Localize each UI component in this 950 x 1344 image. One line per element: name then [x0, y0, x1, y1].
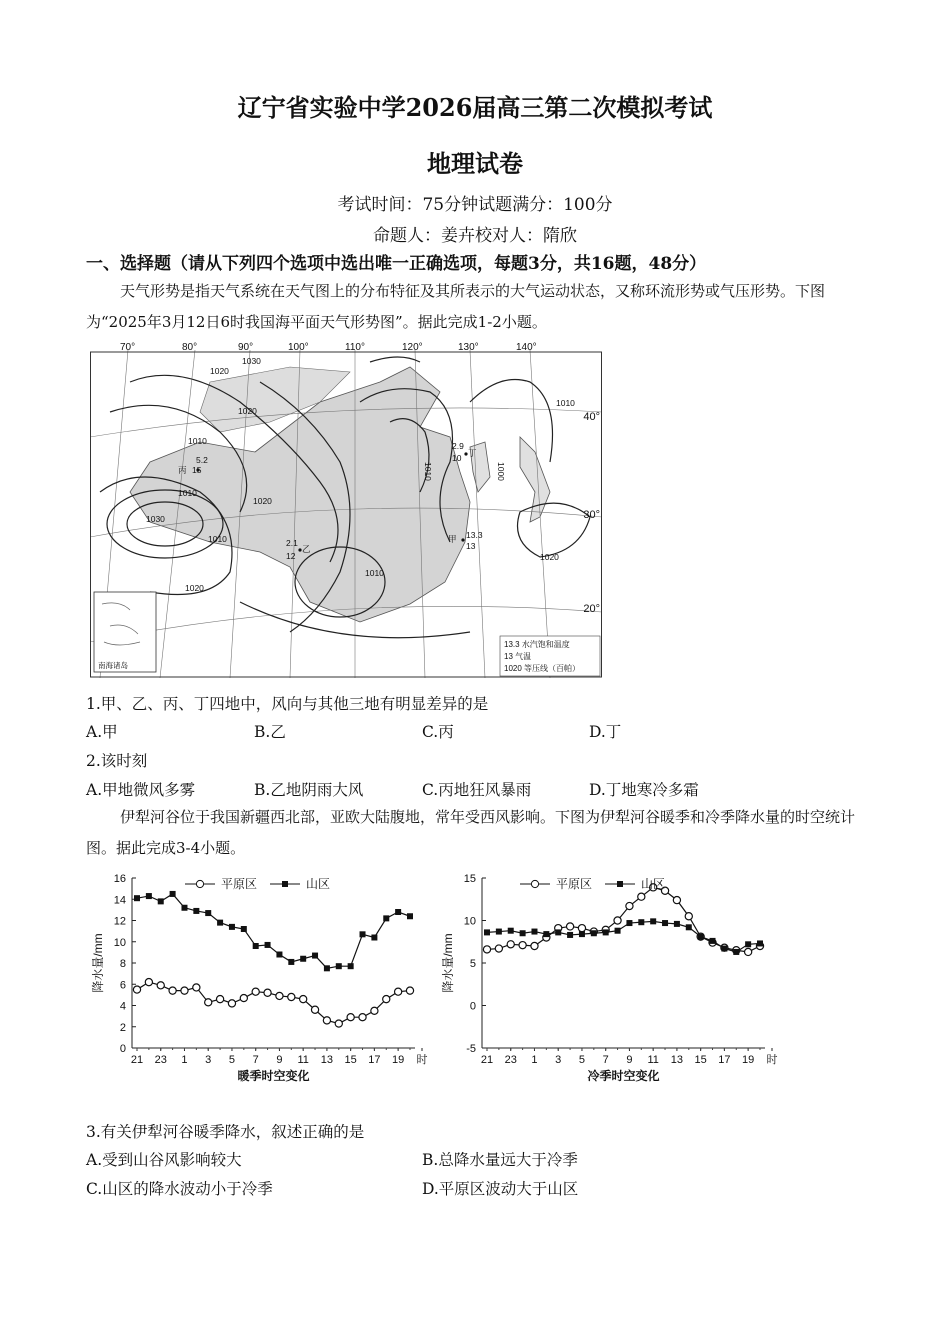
x-tick-label: 15 — [344, 1054, 357, 1066]
isobar-label: 1030 — [146, 514, 165, 524]
data-point-mountain — [603, 929, 609, 935]
warm-season-chart — [90, 866, 430, 1086]
question-3: 3.有关伊犁河谷暖季降水，叙述正确的是 — [86, 1123, 365, 1141]
x-axis-label: 冷季时空变化 — [587, 1069, 660, 1083]
legend-label-plain: 平原区 — [556, 877, 593, 891]
x-tick-label: 13 — [670, 1054, 684, 1066]
data-point-plain — [406, 987, 413, 994]
data-point-mountain — [591, 930, 597, 936]
data-point-mountain — [567, 932, 573, 938]
intro-paragraph-1: 天气形势是指天气系统在天气图上的分布特征及其所表示的大气运动状态，又称环流形势或气压形势。下图为“2025年3月12日6时我国海平面天气形势图”。据此完成1-2小题。 — [86, 282, 826, 331]
data-point-mountain — [674, 921, 680, 927]
data-point-plain — [359, 1014, 366, 1021]
x-tick-label: 5 — [578, 1054, 586, 1066]
isobar-label: 1010 — [365, 568, 384, 578]
weather-map — [90, 342, 602, 678]
data-point-plain — [311, 1006, 318, 1013]
south-sea-inset — [94, 592, 156, 672]
y-tick-label: 10 — [113, 936, 126, 949]
data-point-plain — [578, 925, 585, 932]
legend-item: 13 气温 — [504, 652, 532, 661]
data-point-mountain — [698, 934, 704, 940]
data-point-mountain — [146, 893, 152, 899]
x-tick-label: 9 — [276, 1054, 283, 1066]
lat-label: 40° — [583, 411, 600, 423]
data-point-plain — [323, 1017, 330, 1024]
data-point-mountain — [217, 920, 223, 926]
q2-option-d[interactable]: D.丁地寒冷多霜 — [589, 781, 699, 799]
data-point-mountain — [721, 946, 727, 952]
y-tick-label: 10 — [463, 915, 476, 928]
data-point-mountain — [615, 928, 621, 934]
x-tick-label: 5 — [228, 1054, 236, 1066]
x-tick-label: 7 — [252, 1054, 259, 1066]
data-point-mountain — [650, 918, 656, 924]
legend-marker-plain — [196, 880, 203, 887]
series-line-mountain — [137, 894, 410, 968]
isobar-label: 1020 — [210, 366, 229, 376]
x-tick-label: 21 — [480, 1054, 494, 1066]
y-tick-label: 0 — [119, 1043, 126, 1055]
question-1: 1.甲、乙、丙、丁四地中，风向与其他三地有明显差异的是 — [86, 695, 489, 713]
y-tick-label: 6 — [119, 979, 126, 992]
data-point-mountain — [181, 905, 187, 911]
exam-title: 辽宁省实验中学2026届高三第二次模拟考试 — [237, 93, 713, 122]
y-axis-label: 降水量/mm — [91, 933, 105, 993]
data-point-plain — [383, 996, 390, 1003]
isobar-label: 1010 — [208, 534, 227, 544]
data-point-mountain — [579, 931, 585, 937]
lon-label: 110° — [345, 342, 365, 353]
data-point-plain — [288, 993, 295, 1000]
lon-label: 80° — [182, 342, 198, 353]
data-point-mountain — [662, 920, 668, 926]
data-point-plain — [169, 987, 176, 994]
y-tick-label: -5 — [466, 1043, 476, 1055]
data-point-plain — [531, 942, 538, 949]
data-point-mountain — [757, 940, 763, 946]
x-tick-label: 17 — [368, 1054, 381, 1066]
legend-item: 1020 等压线（百帕） — [504, 664, 581, 673]
q3-option-c[interactable]: C.山区的降水波动小于冷季 — [86, 1180, 273, 1198]
lat-label: 20° — [583, 603, 600, 615]
data-point-plain — [145, 979, 152, 986]
q1-option-a[interactable]: A.甲 — [86, 723, 118, 741]
station-temp: 13 — [466, 541, 476, 551]
data-point-plain — [483, 946, 490, 953]
x-tick-label: 19 — [392, 1054, 405, 1066]
data-point-mountain — [745, 941, 751, 947]
x-tick-label: 15 — [694, 1054, 707, 1066]
q1-option-c[interactable]: C.丙 — [422, 723, 454, 741]
legend-marker-plain — [531, 880, 538, 887]
data-point-mountain — [383, 915, 389, 921]
data-point-plain — [507, 941, 514, 948]
map-legend — [500, 636, 600, 676]
q1-option-b[interactable]: B.乙 — [254, 723, 286, 741]
data-point-plain — [566, 923, 573, 930]
y-tick-label: 5 — [469, 958, 476, 970]
lon-label: 130° — [458, 342, 479, 353]
data-point-mountain — [531, 929, 537, 935]
lat-label: 30° — [583, 509, 600, 521]
station-temp: 12 — [286, 551, 296, 561]
data-point-mountain — [288, 959, 294, 965]
x-tick-label: 19 — [742, 1054, 755, 1066]
data-point-plain — [276, 992, 283, 999]
data-point-mountain — [626, 920, 632, 926]
data-point-mountain — [371, 935, 377, 941]
station-temp: 10 — [452, 453, 462, 463]
data-point-mountain — [265, 942, 271, 948]
y-axis-label: 降水量/mm — [441, 933, 455, 993]
cold-season-chart — [440, 866, 780, 1086]
exam-authors: 命题人：姜卉校对人：隋欣 — [373, 226, 577, 246]
station-dew: 13.3 — [466, 530, 483, 540]
data-point-plain — [638, 893, 645, 900]
data-point-plain — [193, 984, 200, 991]
intro-paragraph-2: 伊犁河谷位于我国新疆西北部，亚欧大陆腹地，常年受西风影响。下图为伊犁河谷暖季和冷季降水量的时空统计图。据此完成3-4小题。 — [86, 808, 856, 857]
q2-option-b[interactable]: B.乙地阴雨大风 — [254, 781, 364, 799]
x-tick-label: 3 — [205, 1054, 212, 1066]
data-point-plain — [673, 897, 680, 904]
data-point-mountain — [312, 953, 318, 959]
isobar-label: 1020 — [238, 406, 257, 416]
x-tick-label: 23 — [504, 1054, 517, 1066]
data-point-plain — [205, 999, 212, 1006]
q2-option-c[interactable]: C.丙地狂风暴雨 — [422, 781, 532, 799]
data-point-plain — [252, 988, 259, 995]
legend-label-mountain: 山区 — [641, 877, 666, 891]
data-point-plain — [133, 986, 140, 993]
legend-item: 13.3 水汽饱和温度 — [504, 640, 570, 649]
x-tick-label: 9 — [626, 1054, 633, 1066]
x-tick-label: 21 — [130, 1054, 144, 1066]
x-tick-label: 3 — [555, 1054, 562, 1066]
lon-label: 90° — [238, 342, 254, 353]
y-tick-label: 14 — [113, 894, 126, 907]
series-line-plain — [487, 887, 760, 952]
data-point-mountain — [134, 895, 140, 901]
y-tick-label: 12 — [113, 915, 126, 928]
series-line-mountain — [487, 921, 760, 952]
station-name: 甲 — [448, 534, 457, 544]
data-point-mountain — [496, 929, 502, 935]
lon-label: 140° — [516, 342, 537, 353]
data-point-plain — [157, 982, 164, 989]
data-point-mountain — [241, 926, 247, 932]
x-tick-label: 7 — [602, 1054, 609, 1066]
data-point-plain — [685, 913, 692, 920]
station-dew: 5.2 — [196, 455, 208, 465]
station-name: 丁 — [468, 448, 477, 458]
data-point-mountain — [276, 952, 282, 958]
data-point-plain — [264, 989, 271, 996]
data-point-mountain — [336, 963, 342, 969]
x-tick-label: 时 — [766, 1054, 778, 1066]
data-point-plain — [745, 948, 752, 955]
legend-label-mountain: 山区 — [306, 877, 331, 891]
data-point-plain — [347, 1014, 354, 1021]
data-point-mountain — [300, 956, 306, 962]
y-tick-label: 16 — [113, 873, 126, 885]
data-point-mountain — [733, 949, 739, 955]
isobar-label: 1010 — [556, 398, 575, 408]
data-point-mountain — [360, 931, 366, 937]
y-tick-label: 0 — [469, 1000, 476, 1013]
data-point-mountain — [484, 929, 490, 935]
lon-label: 100° — [288, 342, 309, 353]
data-point-mountain — [170, 891, 176, 897]
isobar-label: 1030 — [242, 356, 261, 366]
data-point-plain — [228, 1000, 235, 1007]
data-point-mountain — [407, 913, 413, 919]
data-point-mountain — [348, 963, 354, 969]
lon-label: 70° — [120, 342, 136, 353]
data-point-plain — [300, 996, 307, 1003]
x-tick-label: 11 — [297, 1054, 309, 1066]
data-point-mountain — [395, 909, 401, 915]
x-tick-label: 13 — [320, 1054, 334, 1066]
q3-option-d[interactable]: D.平原区波动大于山区 — [422, 1180, 579, 1198]
legend-marker-mountain — [282, 881, 288, 887]
data-point-mountain — [253, 943, 259, 949]
x-tick-label: 1 — [181, 1054, 188, 1066]
station-temp: 15 — [192, 465, 202, 475]
data-point-mountain — [193, 908, 199, 914]
data-point-mountain — [158, 898, 164, 904]
data-point-plain — [614, 917, 621, 924]
data-point-plain — [495, 945, 502, 952]
data-point-mountain — [520, 930, 526, 936]
station-name: 丙 — [178, 465, 187, 475]
question-2: 2.该时刻 — [86, 752, 148, 770]
isobar-label: 1010 — [178, 488, 197, 498]
x-tick-label: 1 — [531, 1054, 538, 1066]
series-line-plain — [137, 982, 410, 1023]
station-name: 乙 — [302, 544, 311, 554]
data-point-mountain — [508, 928, 514, 934]
data-point-mountain — [638, 919, 644, 925]
data-point-mountain — [555, 929, 561, 935]
legend-label-plain: 平原区 — [221, 877, 258, 891]
data-point-mountain — [205, 910, 211, 916]
q1-option-d[interactable]: D.丁 — [589, 723, 622, 741]
x-tick-label: 11 — [647, 1054, 659, 1066]
data-point-plain — [626, 902, 633, 909]
isobar-label: 1010 — [423, 462, 433, 481]
isobar-label: 1020 — [185, 583, 204, 593]
data-point-plain — [181, 987, 188, 994]
data-point-plain — [240, 994, 247, 1001]
isobar-label: 1020 — [540, 552, 559, 562]
y-tick-label: 2 — [119, 1021, 126, 1034]
isobar-label: 1020 — [253, 496, 272, 506]
data-point-mountain — [686, 924, 692, 930]
legend-marker-mountain — [617, 881, 623, 887]
section-heading: 一、选择题（请从下列四个选项中选出唯一正确选项，每题3分，共16题，48分） — [86, 254, 707, 274]
q3-option-b[interactable]: B.总降水量远大于冷季 — [422, 1151, 578, 1169]
station-dew: 2.9 — [452, 441, 464, 451]
inset-label: 南海诸岛 — [98, 661, 128, 670]
y-tick-label: 8 — [119, 958, 126, 970]
x-tick-label: 23 — [154, 1054, 167, 1066]
data-point-plain — [335, 1020, 342, 1027]
q2-option-a[interactable]: A.甲地微风多雾 — [86, 781, 196, 799]
isobar-label: 1000 — [496, 462, 506, 481]
data-point-plain — [519, 942, 526, 949]
x-axis-label: 暖季时空变化 — [237, 1069, 310, 1083]
exam-subtitle: 地理试卷 — [427, 149, 523, 178]
data-point-plain — [395, 988, 402, 995]
x-tick-label: 时 — [416, 1054, 428, 1066]
q3-option-a[interactable]: A.受到山谷风影响较大 — [86, 1151, 242, 1169]
data-point-plain — [371, 1007, 378, 1014]
data-point-mountain — [710, 938, 716, 944]
data-point-mountain — [229, 924, 235, 930]
exam-info: 考试时间：75分钟试题满分：100分 — [337, 195, 613, 215]
station-dew: 2.1 — [286, 538, 298, 548]
isobar-label: 1010 — [188, 436, 207, 446]
x-tick-label: 17 — [718, 1054, 731, 1066]
data-point-mountain — [324, 965, 330, 971]
y-tick-label: 4 — [119, 1000, 126, 1013]
data-point-plain — [216, 996, 223, 1003]
data-point-mountain — [543, 931, 549, 937]
lon-label: 120° — [402, 342, 423, 353]
y-tick-label: 15 — [463, 873, 476, 885]
